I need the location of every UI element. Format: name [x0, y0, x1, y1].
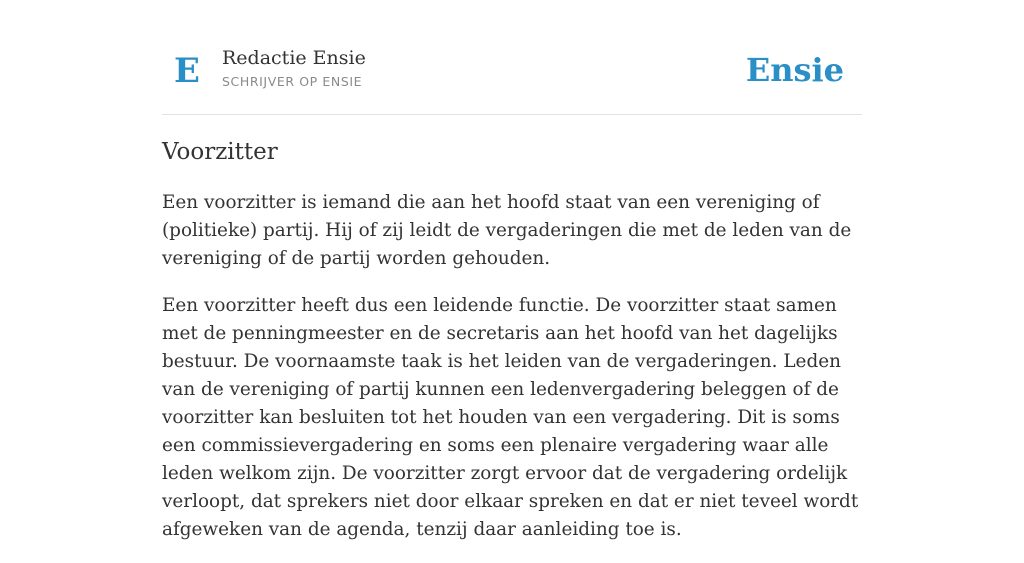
author-name[interactable]: Redactie Ensie [222, 47, 366, 69]
author-role: SCHRIJVER OP ENSIE [222, 74, 363, 89]
article-body [162, 189, 862, 563]
paragraph: Een voorzitter heeft dus een leidende functie. De voorzitter staat samen met de penningmeester en de secretaris aan het hoofd van het dagelijks bestuur. De voornaamste taak is het leiden van de vergaderingen. Leden van de vereniging of partij kunnen een ledenvergadering beleggen of de voorzitter kan besluiten tot het houden van een vergadering. Dit is soms een commissievergadering en soms een plenaire vergadering waar alle leden welkom zijn. De voorzitter zorgt ervoor dat de vergadering ordelijk verloopt, dat sprekers niet door elkaar spreken en dat er niet teveel wordt afgeweken van de agenda, tenzij daar aanleiding toe is. [162, 295, 859, 540]
page-title: Voorzitter [162, 139, 278, 165]
author-avatar[interactable]: E [174, 51, 200, 91]
definition-card [162, 0, 862, 540]
card-header [162, 38, 862, 115]
ensie-logo[interactable]: Ensie [745, 51, 844, 89]
paragraph: Een voorzitter is iemand die aan het hoofd staat van een vereniging of (politieke) partij. Hij of zij leidt de vergaderingen die met de leden van de vereniging of de partij worden gehouden. [162, 192, 852, 269]
